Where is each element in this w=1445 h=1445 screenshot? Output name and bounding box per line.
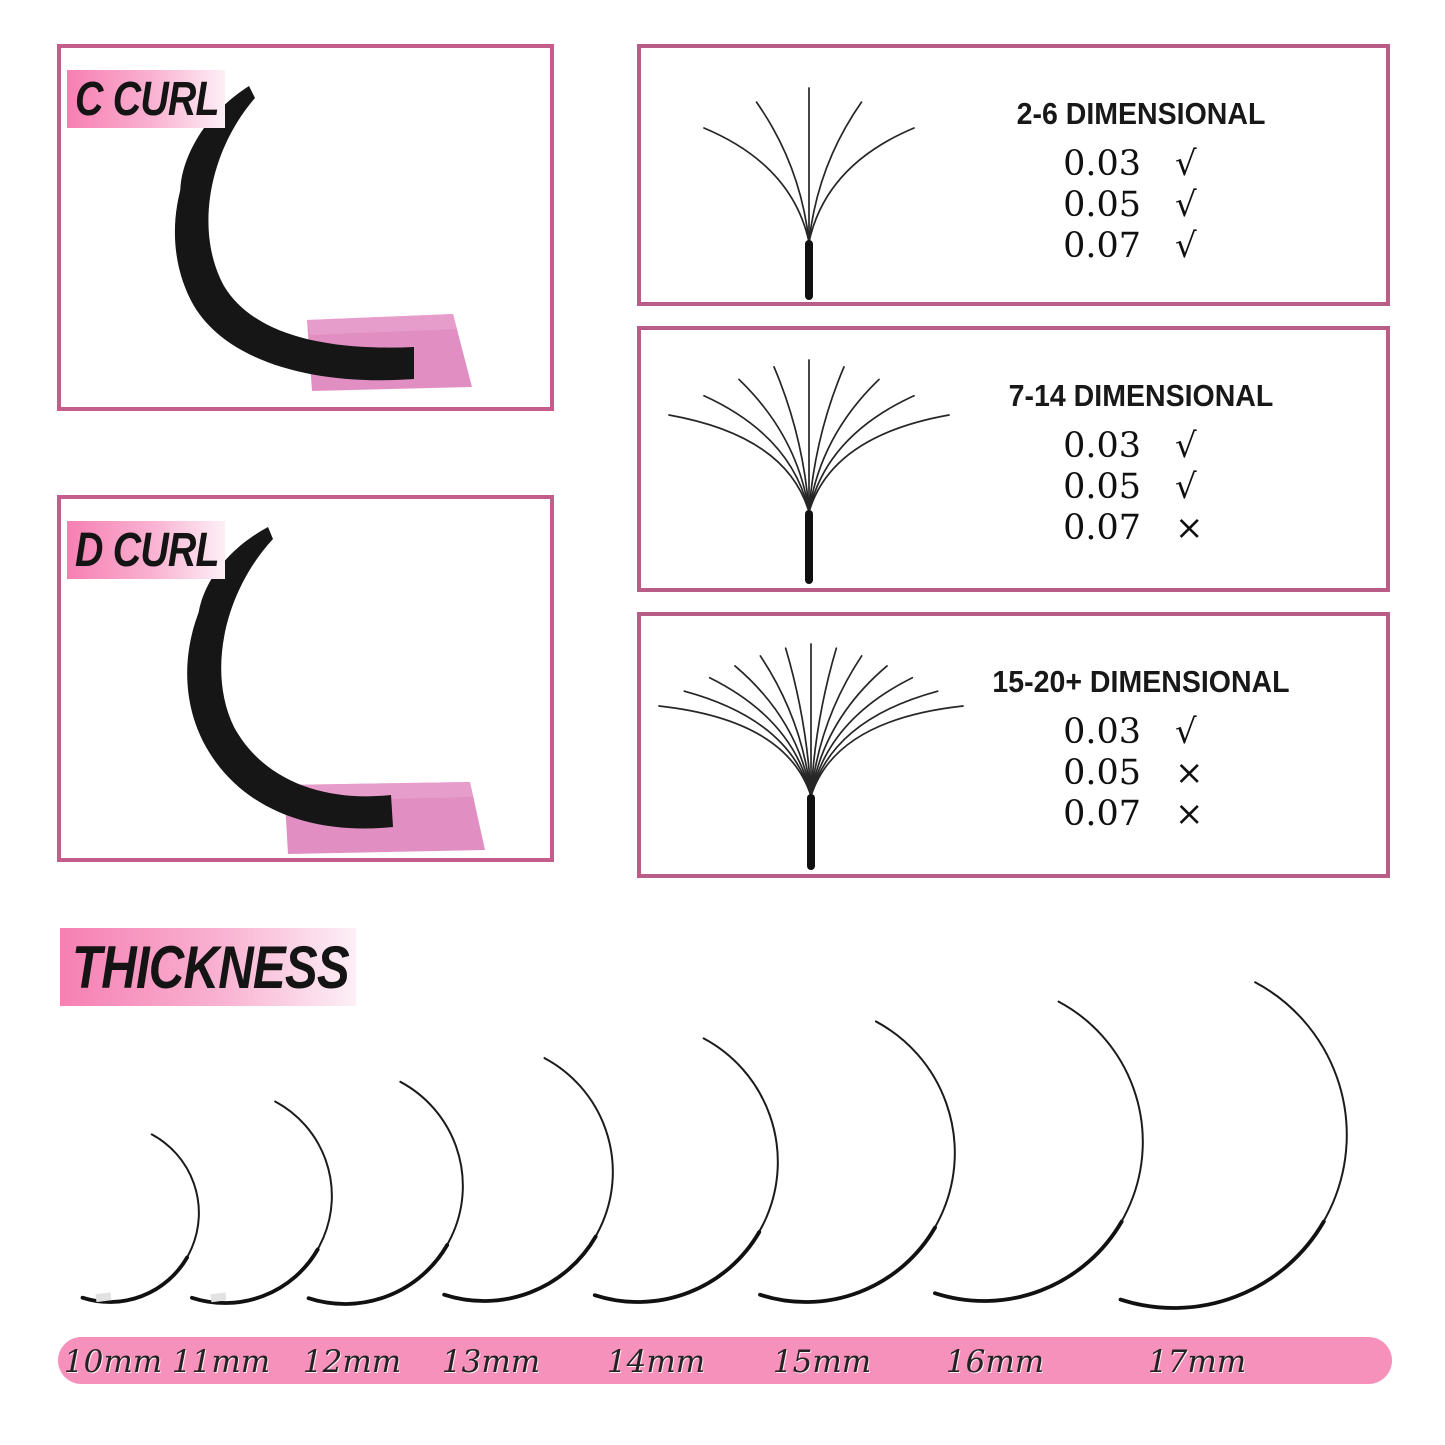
c-curl-label — [67, 70, 225, 128]
availability-mark: √ — [1175, 467, 1197, 507]
dimension-row — [1021, 185, 1271, 226]
dimension-box-2-6 — [637, 44, 1390, 306]
thickness-title-text: THICKNESS — [72, 933, 349, 1001]
c-curl-box — [57, 44, 554, 411]
d-curl-label-text: D CURL — [75, 523, 219, 577]
length-label: 10mm — [63, 1344, 163, 1380]
c-curl-label-text: C CURL — [75, 72, 219, 126]
dimension-box-15-20 — [637, 612, 1390, 878]
dimension-box-7-14 — [637, 326, 1390, 592]
thickness-value: 0.07 — [1063, 226, 1141, 266]
length-label: 12mm — [302, 1344, 402, 1380]
dimension-title: 2-6 DIMENSIONAL — [1016, 96, 1266, 131]
dimension-row — [1021, 467, 1271, 508]
availability-mark: × — [1175, 508, 1204, 548]
d-curl-box — [57, 495, 554, 862]
length-label: 14mm — [606, 1344, 706, 1380]
dimension-row — [1021, 226, 1271, 267]
availability-mark: √ — [1175, 426, 1197, 466]
fan-illustration-2-6 — [641, 48, 1386, 302]
length-label: 13mm — [441, 1344, 541, 1380]
thickness-value: 0.05 — [1063, 467, 1141, 507]
dimension-rows — [1021, 144, 1271, 267]
thickness-value: 0.05 — [1063, 185, 1141, 225]
thickness-value: 0.05 — [1063, 753, 1141, 793]
length-label: 11mm — [171, 1344, 271, 1380]
dimension-rows — [1021, 426, 1271, 549]
thickness-section-label — [60, 928, 356, 1006]
availability-mark: √ — [1175, 185, 1197, 225]
dimension-row — [1021, 144, 1271, 185]
availability-mark: √ — [1175, 226, 1197, 266]
thickness-value: 0.07 — [1063, 508, 1141, 548]
fan-illustration-15-20 — [641, 616, 1386, 874]
availability-mark: √ — [1175, 144, 1197, 184]
dimension-row — [1021, 426, 1271, 467]
availability-mark: √ — [1175, 712, 1197, 752]
thickness-value: 0.03 — [1063, 144, 1141, 184]
dimension-row — [1021, 753, 1271, 794]
fan-illustration-7-14 — [641, 330, 1386, 588]
length-label: 15mm — [772, 1344, 872, 1380]
dimension-rows — [1021, 712, 1271, 835]
dimension-row — [1021, 508, 1271, 549]
length-label: 16mm — [945, 1344, 1045, 1380]
dimension-row — [1021, 794, 1271, 835]
dimension-title: 15-20+ DIMENSIONAL — [992, 664, 1290, 699]
dimension-row — [1021, 712, 1271, 753]
dimension-title: 7-14 DIMENSIONAL — [1008, 378, 1274, 413]
thickness-value: 0.07 — [1063, 794, 1141, 834]
d-curl-label — [67, 521, 225, 579]
thickness-value: 0.03 — [1063, 426, 1141, 466]
availability-mark: × — [1175, 753, 1204, 793]
length-label: 17mm — [1147, 1344, 1247, 1380]
thickness-value: 0.03 — [1063, 712, 1141, 752]
availability-mark: × — [1175, 794, 1204, 834]
